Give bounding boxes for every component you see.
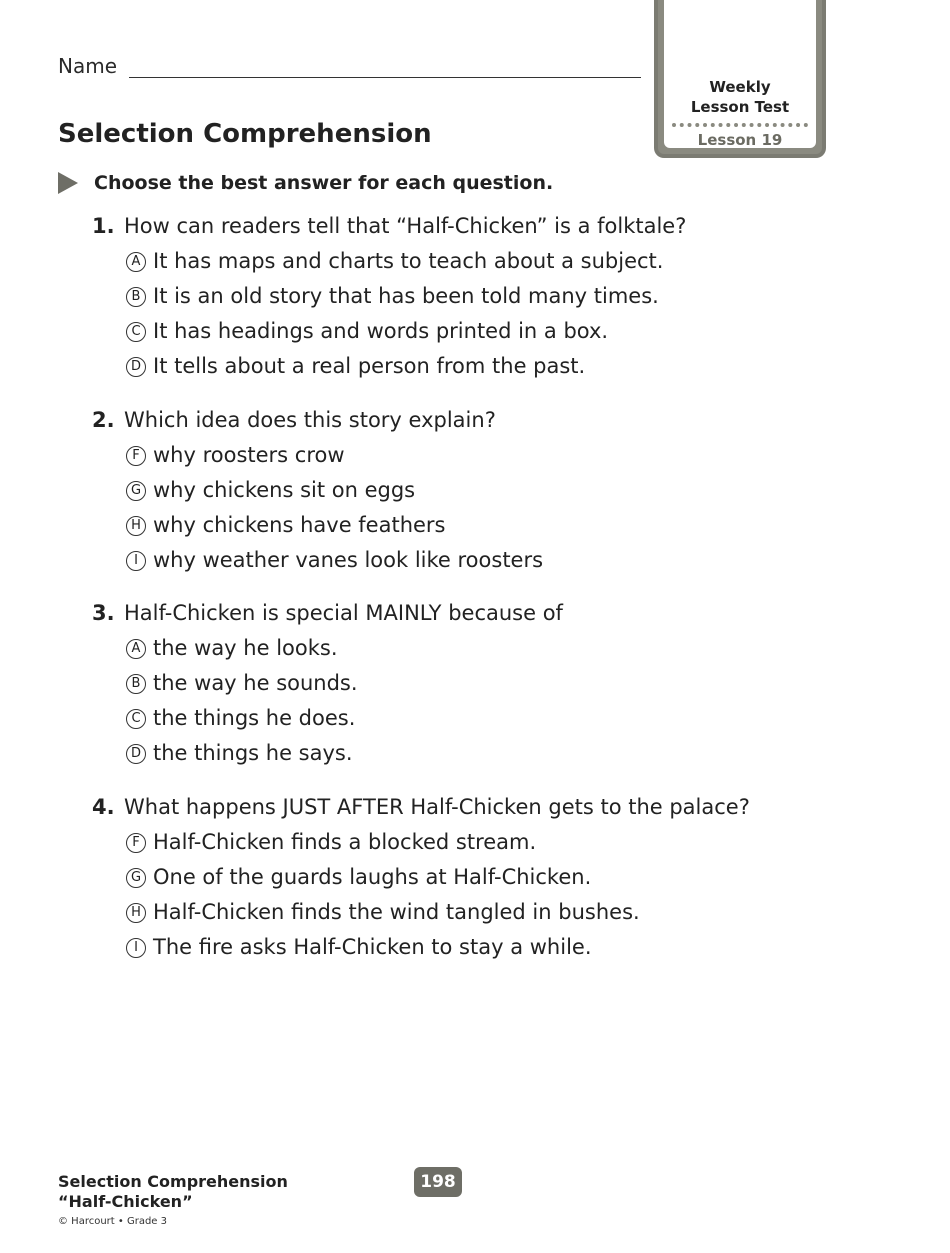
answer-bubble[interactable]: C xyxy=(126,322,146,342)
answer-option[interactable] xyxy=(126,244,686,279)
question-1 xyxy=(92,209,686,384)
name-label: Name xyxy=(58,54,118,78)
answer-option[interactable] xyxy=(126,895,750,930)
question-2 xyxy=(92,403,543,578)
answer-text: why weather vanes look like roosters xyxy=(153,548,544,572)
answer-bubble[interactable]: B xyxy=(126,674,146,694)
answer-bubble[interactable]: H xyxy=(126,903,146,923)
answer-bubble[interactable]: H xyxy=(126,516,146,536)
answer-bubble[interactable]: F xyxy=(126,833,146,853)
answer-text: why roosters crow xyxy=(153,443,345,467)
answer-text: One of the guards laughs at Half-Chicken. xyxy=(153,865,592,889)
answer-text: the things he says. xyxy=(153,741,353,765)
question-number: 3. xyxy=(92,601,115,625)
question-stem: Half-Chicken is special MAINLY because of xyxy=(124,601,563,625)
answer-option[interactable] xyxy=(126,438,543,473)
answer-option[interactable] xyxy=(126,825,750,860)
footer-selection-title: “Half-Chicken” xyxy=(58,1192,193,1211)
answer-bubble[interactable]: D xyxy=(126,744,146,764)
name-row xyxy=(58,54,641,78)
answer-text: why chickens sit on eggs xyxy=(153,478,416,502)
answer-bubble[interactable]: B xyxy=(126,287,146,307)
answer-text: The fire asks Half-Chicken to stay a while. xyxy=(153,935,592,959)
question-number: 4. xyxy=(92,795,115,819)
badge-lesson-number: Lesson 19 xyxy=(697,131,783,149)
answer-option[interactable] xyxy=(126,930,750,965)
answer-option[interactable] xyxy=(126,631,563,666)
question-number: 2. xyxy=(92,408,115,432)
footer-copyright: © Harcourt • Grade 3 xyxy=(58,1216,167,1227)
answer-option[interactable] xyxy=(126,508,543,543)
page-number: 198 xyxy=(414,1167,462,1197)
answer-option[interactable] xyxy=(126,543,543,578)
answer-option[interactable] xyxy=(126,736,563,771)
question-4 xyxy=(92,790,750,965)
footer-section-title: Selection Comprehension xyxy=(58,1172,288,1191)
answer-bubble[interactable]: A xyxy=(126,252,146,272)
answer-bubble[interactable]: I xyxy=(126,551,146,571)
answer-option[interactable] xyxy=(126,701,563,736)
answer-option[interactable] xyxy=(126,349,686,384)
answer-text: Half-Chicken finds the wind tangled in bushes. xyxy=(153,900,640,924)
name-field[interactable] xyxy=(129,59,641,78)
answer-option[interactable] xyxy=(126,666,563,701)
question-number: 1. xyxy=(92,214,115,238)
directions xyxy=(58,172,553,194)
answer-text: the way he looks. xyxy=(153,636,338,660)
answer-text: It has headings and words printed in a box. xyxy=(153,319,609,343)
lesson-badge xyxy=(654,0,826,158)
question-stem: Which idea does this story explain? xyxy=(124,408,496,432)
answer-bubble[interactable]: D xyxy=(126,357,146,377)
answer-text: It is an old story that has been told many times. xyxy=(153,284,659,308)
answer-bubble[interactable]: G xyxy=(126,481,146,501)
answer-text: It tells about a real person from the past. xyxy=(153,354,586,378)
directions-text: Choose the best answer for each question. xyxy=(94,172,554,194)
answer-bubble[interactable]: A xyxy=(126,639,146,659)
answer-bubble[interactable]: F xyxy=(126,446,146,466)
badge-lesson-test: Lesson Test xyxy=(690,98,790,116)
answer-text: why chickens have feathers xyxy=(153,513,446,537)
answer-text: Half-Chicken finds a blocked stream. xyxy=(153,830,537,854)
footer xyxy=(58,1172,288,1227)
answer-text: It has maps and charts to teach about a subject. xyxy=(153,249,664,273)
answer-text: the way he sounds. xyxy=(153,671,358,695)
question-stem: How can readers tell that “Half-Chicken” is a folktale? xyxy=(124,214,687,238)
answer-option[interactable] xyxy=(126,473,543,508)
answer-option[interactable] xyxy=(126,279,686,314)
answer-option[interactable] xyxy=(126,314,686,349)
answer-option[interactable] xyxy=(126,860,750,895)
question-stem: What happens JUST AFTER Half-Chicken gets to the palace? xyxy=(124,795,750,819)
question-3 xyxy=(92,596,563,771)
answer-bubble[interactable]: I xyxy=(126,938,146,958)
answer-bubble[interactable]: G xyxy=(126,868,146,888)
answer-text: the things he does. xyxy=(153,706,356,730)
page-title: Selection Comprehension xyxy=(58,119,432,149)
badge-dotted-divider xyxy=(672,123,808,127)
arrow-icon xyxy=(58,172,78,194)
badge-weekly: Weekly xyxy=(709,78,771,96)
answer-bubble[interactable]: C xyxy=(126,709,146,729)
